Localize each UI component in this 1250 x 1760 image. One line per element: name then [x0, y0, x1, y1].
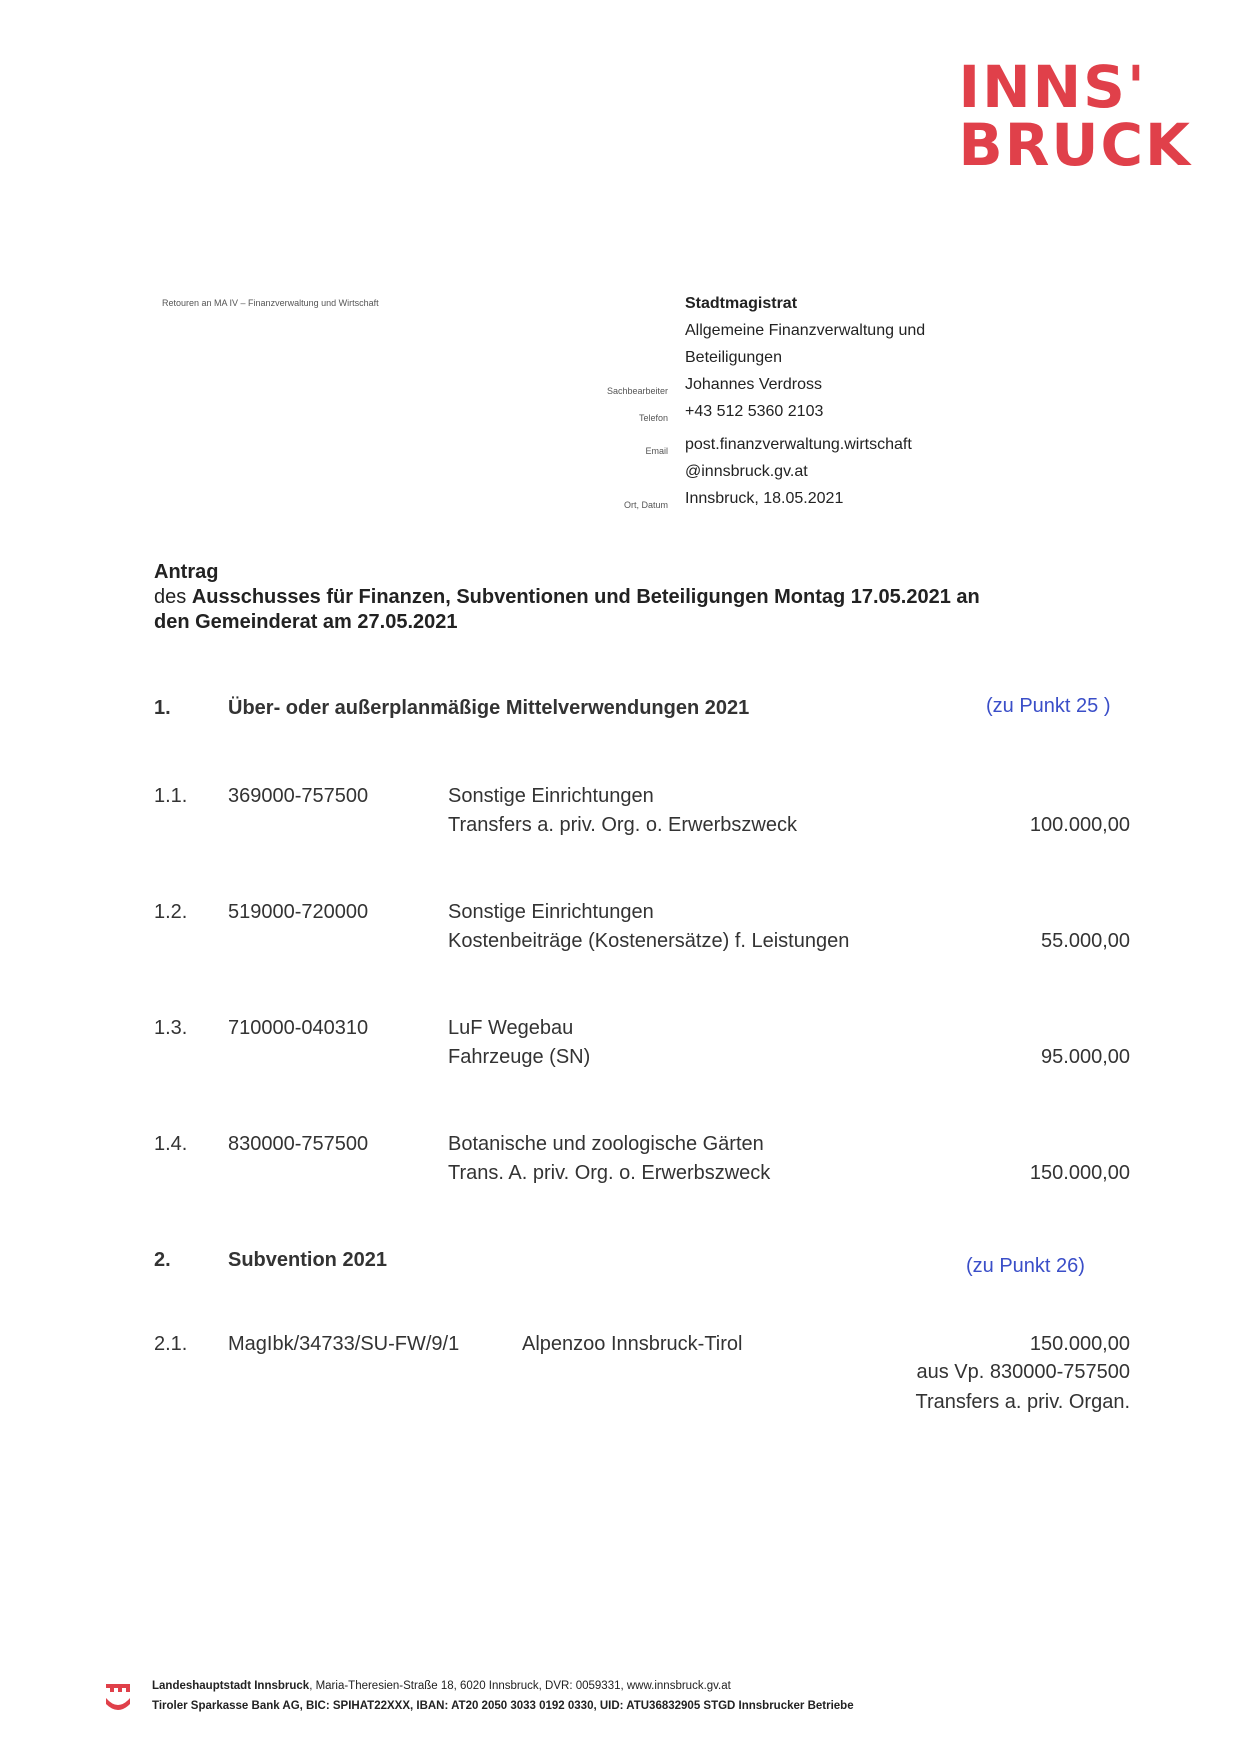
sender-dept-line-1: Allgemeine Finanzverwaltung und [685, 322, 926, 339]
footer-address: , Maria-Theresien-Straße 18, 6020 Innsbruck, DVR: 0059331, www.innsbruck.gv.at [309, 1680, 731, 1692]
footer-line-1 [152, 1676, 854, 1696]
item-2-1-amount: 150.000,00 [1029, 1333, 1130, 1355]
item-code: 830000-757500 [228, 1133, 369, 1155]
section-1-number: 1. [154, 697, 171, 719]
antrag-line-1 [154, 585, 1114, 610]
city-logo [958, 53, 1192, 179]
item-line-1: Sonstige Einrichtungen [448, 785, 654, 807]
item-2-1-name: Alpenzoo Innsbruck-Tirol [522, 1333, 743, 1355]
antrag-committee: Ausschusses für Finanzen, Subventionen und Beteiligungen Montag 17.05.2021 an [191, 586, 980, 608]
item-line-1: Botanische und zoologische Gärten [448, 1133, 764, 1155]
item-number: 1.2. [154, 901, 188, 923]
item-2-1-code: MagIbk/34733/SU-FW/9/1 [228, 1333, 460, 1355]
date-label: Ort, Datum [623, 500, 668, 510]
footer-bank: Tiroler Sparkasse Bank AG, BIC: SPIHAT22XXX, IBAN: AT20 2050 3033 0192 0330, UID: ATU36832905 STGD Innsbrucker Betriebe [152, 1700, 854, 1712]
sender-email-line-2: @innsbruck.gv.at [685, 463, 808, 480]
sender-block [685, 290, 925, 512]
section-2-title: Subvention 2021 [228, 1249, 387, 1271]
item-line-1: Sonstige Einrichtungen [448, 901, 654, 923]
item-number: 1.3. [154, 1017, 188, 1039]
section-2-reference: (zu Punkt 26) [966, 1255, 1085, 1277]
item-2-1-source-desc: Transfers a. priv. Organ. [915, 1391, 1130, 1413]
item-number: 1.4. [154, 1133, 188, 1155]
sender-org: Stadtmagistrat [685, 295, 798, 312]
item-line-2: Kostenbeiträge (Kostenersätze) f. Leistungen [448, 930, 850, 952]
item-line-2: Fahrzeuge (SN) [448, 1046, 591, 1068]
item-number: 1.1. [154, 785, 188, 807]
item-line-2: Trans. A. priv. Org. o. Erwerbszweck [448, 1162, 771, 1184]
sender-clerk: Johannes Verdross [685, 376, 822, 393]
logo-line-2: BRUCK [958, 111, 1192, 179]
footer-city: Landeshauptstadt Innsbruck [152, 1680, 310, 1692]
sender-labels [520, 378, 668, 519]
item-code: 519000-720000 [228, 901, 369, 923]
sender-date: Innsbruck, 18.05.2021 [685, 490, 844, 507]
email-label: Email [645, 446, 668, 456]
sender-email-line-1: post.finanzverwaltung.wirtschaft [685, 436, 912, 453]
city-coat-of-arms-icon [104, 1680, 132, 1712]
item-code: 369000-757500 [228, 785, 369, 807]
clerk-label: Sachbearbeiter [606, 386, 668, 396]
item-amount: 55.000,00 [1041, 930, 1130, 952]
antrag-line-2: den Gemeinderat am 27.05.2021 [154, 611, 458, 633]
sender-phone: +43 512 5360 2103 [685, 403, 824, 420]
item-amount: 100.000,00 [1029, 814, 1130, 836]
return-note: Retouren an MA IV – Finanzverwaltung und Wirtschaft [162, 298, 379, 308]
footer [152, 1676, 854, 1716]
section-1-reference: (zu Punkt 25 ) [986, 695, 1111, 717]
item-amount: 95.000,00 [1041, 1046, 1130, 1068]
antrag-heading: Antrag [154, 561, 219, 583]
item-code: 710000-040310 [228, 1017, 369, 1039]
item-amount: 150.000,00 [1029, 1162, 1130, 1184]
item-line-1: LuF Wegebau [448, 1017, 574, 1039]
section-1-title: Über- oder außerplanmäßige Mittelverwendungen 2021 [228, 697, 750, 719]
phone-label: Telefon [638, 413, 668, 423]
antrag-heading-block [154, 560, 1114, 635]
item-line-2: Transfers a. priv. Org. o. Erwerbszweck [448, 814, 797, 836]
sender-dept-line-2: Beteiligungen [685, 349, 782, 366]
item-2-1-source: aus Vp. 830000-757500 [916, 1361, 1130, 1383]
item-2-1-number: 2.1. [154, 1333, 188, 1355]
antrag-prefix: des [154, 586, 192, 608]
logo-line-1: INNS' [958, 53, 1147, 121]
section-2-number: 2. [154, 1249, 171, 1271]
